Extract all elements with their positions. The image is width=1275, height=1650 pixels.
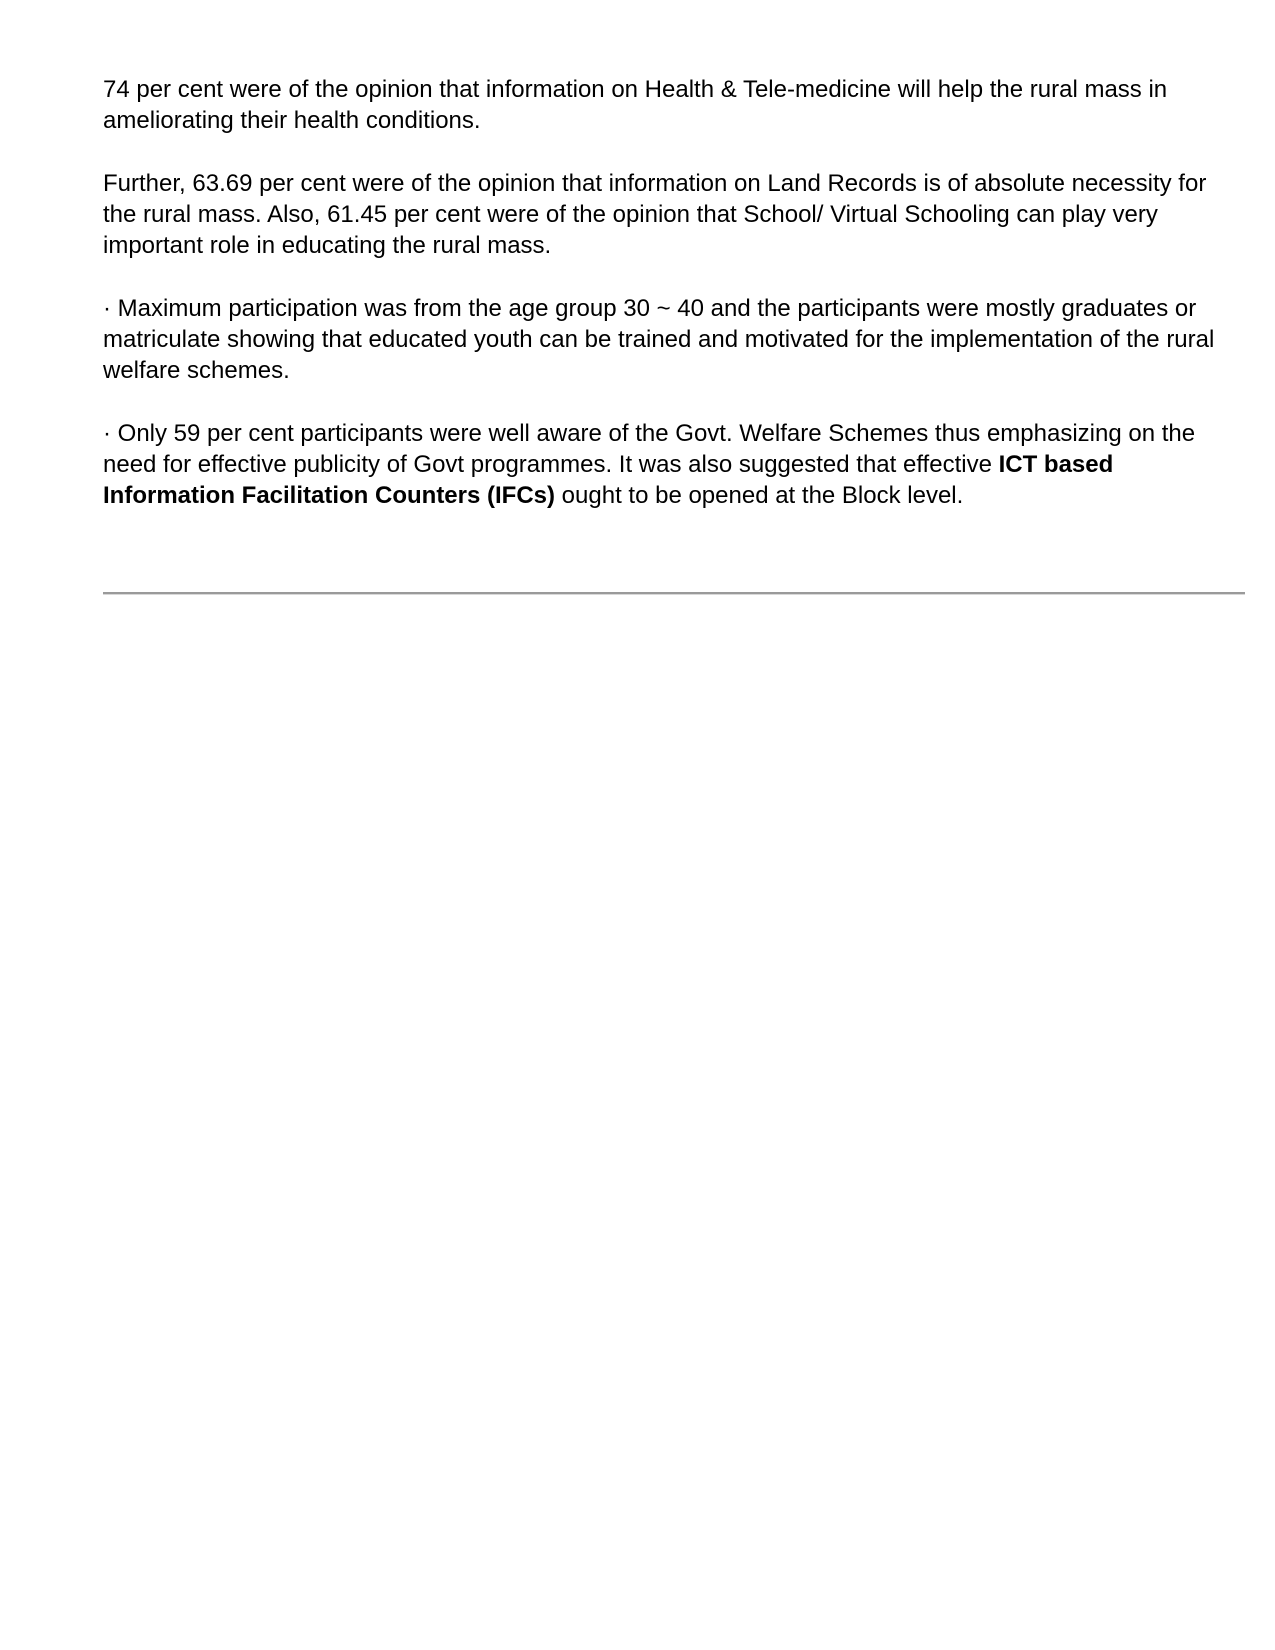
paragraph-participation-age-group: · Maximum participation was from the age group 30 ~ 40 and the participants were mostly graduates or matriculate showing that educated youth can be trained and motivated for the implementation of the rural welfare schemes. bbox=[103, 295, 1215, 384]
paragraph-health-telemedicine: 74 per cent were of the opinion that information on Health & Tele-medicine will help the rural mass in ameliorating their health conditions. bbox=[103, 76, 1168, 134]
ifc-bold-text: ICT based Information Facilitation Counters (IFCs) bbox=[103, 451, 1114, 509]
paragraph-welfare-awareness bbox=[103, 418, 1245, 511]
welfare-awareness-text: · Only 59 per cent participants were well aware of the Govt. Welfare Schemes thus emphasizing on the need for effective publicity of Govt programmes. It was also suggested that effective bbox=[103, 420, 1196, 478]
document-body bbox=[103, 74, 1245, 543]
horizontal-divider bbox=[103, 592, 1245, 594]
welfare-awareness-text-end: ought to be opened at the Block level. bbox=[555, 482, 964, 509]
paragraph-land-records-schooling: Further, 63.69 per cent were of the opinion that information on Land Records is of absolute necessity for the rural mass. Also, 61.45 per cent were of the opinion that School/ Virtual Schooling can play very important role in educating the rural mass. bbox=[103, 170, 1207, 259]
